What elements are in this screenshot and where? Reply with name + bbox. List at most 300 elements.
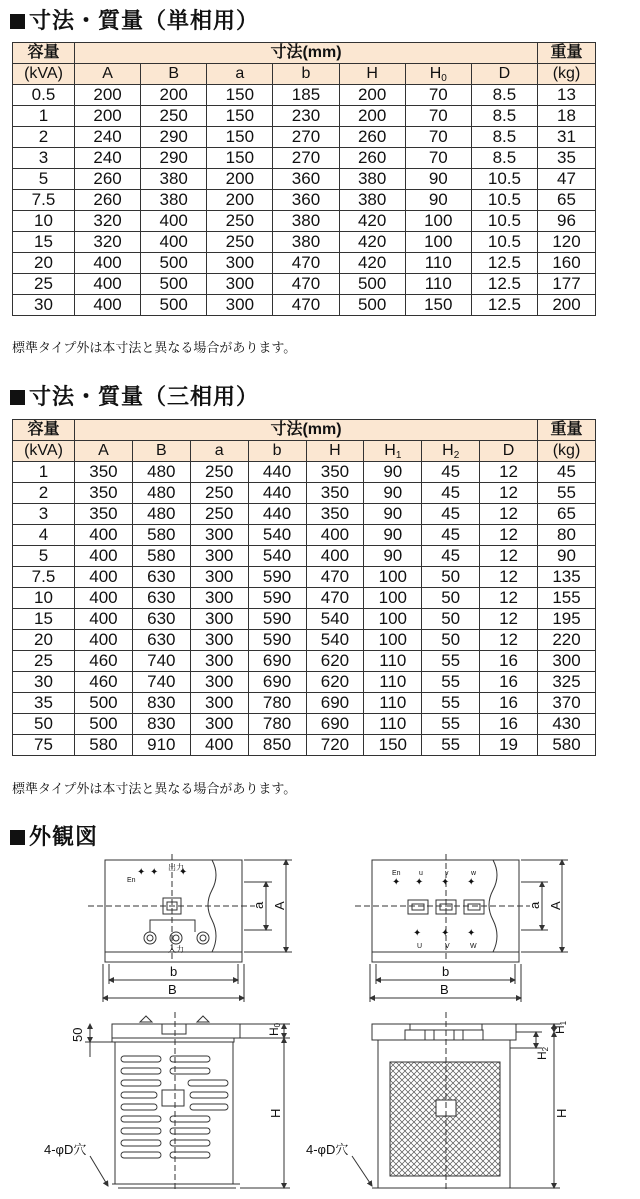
table-cell: 580 (132, 525, 190, 546)
table-cell: 300 (190, 546, 248, 567)
table-cell: 35 (538, 148, 596, 169)
weight-header: 重量 (538, 420, 596, 441)
table-cell: 440 (248, 462, 306, 483)
table-cell: 850 (248, 735, 306, 756)
table-cell: 470 (273, 253, 339, 274)
table-cell: 400 (75, 609, 133, 630)
table-cell: 380 (273, 211, 339, 232)
mesh-panel (390, 1062, 500, 1176)
top-cover (112, 1038, 234, 1042)
table-cell: 8.5 (471, 127, 537, 148)
table-cell: 380 (339, 190, 405, 211)
table-cell: 460 (75, 651, 133, 672)
table-cell: 100 (364, 630, 422, 651)
star-mark: ✦ (150, 867, 159, 878)
table-cell: 400 (190, 735, 248, 756)
table-cell: 540 (248, 525, 306, 546)
table-cell: 16 (480, 651, 538, 672)
capacity-cell: 15 (13, 232, 75, 253)
table-cell: 200 (75, 106, 141, 127)
table-cell: 100 (364, 609, 422, 630)
table-row (13, 672, 596, 693)
col-header: B (141, 64, 207, 85)
table-cell: 90 (538, 546, 596, 567)
appearance-drawings (0, 852, 640, 1197)
table-cell: 135 (538, 567, 596, 588)
col-header: $H_1$ (364, 441, 422, 462)
table-cell: 400 (75, 295, 141, 316)
table-cell: 90 (364, 546, 422, 567)
table-cell: 300 (190, 630, 248, 651)
three-phase-top-labels (392, 870, 563, 997)
hole-label: 4-φD穴 (306, 1142, 349, 1157)
table-cell: 12 (480, 546, 538, 567)
table-cell: 470 (273, 274, 339, 295)
terminal-block (408, 900, 428, 914)
three-phase-title: 寸法・質量（三相用） (10, 380, 259, 411)
w-label: w (471, 870, 477, 877)
capacity-cell: 10 (13, 211, 75, 232)
hole-label: 4-φD穴 (44, 1142, 87, 1157)
terminal-block (412, 904, 424, 910)
dim-A-label: A (548, 901, 563, 910)
single-phase-title: 寸法・質量（単相用） (10, 4, 259, 35)
table-cell: 380 (141, 190, 207, 211)
table-cell: 620 (306, 672, 364, 693)
col-header: H (339, 64, 405, 85)
three-phase-table (12, 419, 596, 756)
table-row (13, 462, 596, 483)
dim-H-label: H (268, 1108, 283, 1118)
dim-H-label: H (554, 1108, 569, 1118)
table-cell: 400 (75, 588, 133, 609)
table-cell: 250 (141, 106, 207, 127)
table-cell: 690 (306, 693, 364, 714)
table-cell: 350 (306, 483, 364, 504)
table-cell: 70 (405, 148, 471, 169)
table-cell: 350 (306, 462, 364, 483)
table-row (13, 609, 596, 630)
table-cell: 10.5 (471, 190, 537, 211)
table-cell: 200 (75, 85, 141, 106)
table-cell: 350 (306, 504, 364, 525)
table-cell: 540 (306, 630, 364, 651)
table-cell: 10.5 (471, 169, 537, 190)
table-cell: 260 (75, 190, 141, 211)
table-cell: 400 (141, 232, 207, 253)
table-cell: 19 (480, 735, 538, 756)
table-cell: 8.5 (471, 148, 537, 169)
input-terminal (144, 932, 156, 944)
table-row (13, 504, 596, 525)
table-cell: 690 (248, 651, 306, 672)
capacity-cell: 3 (13, 148, 75, 169)
table-cell: 440 (248, 483, 306, 504)
star-mark: ✦ (441, 877, 450, 888)
table-cell: 270 (273, 127, 339, 148)
table-cell: 240 (75, 148, 141, 169)
U-label: U (417, 943, 423, 950)
star-mark: ✦ (441, 928, 450, 939)
capacity-cell: 3 (13, 504, 75, 525)
three-phase-side-view (352, 1012, 560, 1192)
table-row (13, 714, 596, 735)
table-cell: 8.5 (471, 106, 537, 127)
table-row (13, 295, 596, 316)
dim-H0-label: H0 (267, 1022, 282, 1036)
table-cell: 300 (190, 714, 248, 735)
col-header: a (207, 64, 273, 85)
u-label: u (419, 870, 423, 877)
table-cell: 300 (207, 274, 273, 295)
table-cell: 45 (538, 462, 596, 483)
table-cell: 55 (422, 735, 480, 756)
terminal-block (464, 900, 484, 914)
table-cell: 630 (132, 630, 190, 651)
table-cell: 360 (273, 169, 339, 190)
table-cell: 740 (132, 651, 190, 672)
table-cell: 300 (190, 609, 248, 630)
table-cell: 45 (422, 525, 480, 546)
table-cell: 540 (248, 546, 306, 567)
table-cell: 590 (248, 588, 306, 609)
capacity-cell: 25 (13, 274, 75, 295)
capacity-cell: 2 (13, 483, 75, 504)
col-header: $H_2$ (422, 441, 480, 462)
table-cell: 590 (248, 567, 306, 588)
table-cell: 120 (538, 232, 596, 253)
terminal-cover (162, 1024, 186, 1034)
table-cell: 110 (364, 714, 422, 735)
star-mark: ✦ (413, 928, 422, 939)
table-cell: 400 (141, 211, 207, 232)
table-cell: 320 (75, 232, 141, 253)
dim-H2-label: H2 (535, 1046, 550, 1060)
table-cell: 150 (207, 85, 273, 106)
input-terminal (147, 935, 153, 941)
table-cell: 45 (422, 504, 480, 525)
table-cell: 480 (132, 504, 190, 525)
star-mark: ✦ (467, 928, 476, 939)
table-cell: 250 (190, 504, 248, 525)
table-cell: 90 (364, 504, 422, 525)
table-cell: 470 (273, 295, 339, 316)
capacity-cell: 30 (13, 672, 75, 693)
table-cell: 500 (339, 274, 405, 295)
table-cell: 90 (364, 525, 422, 546)
table-cell: 300 (207, 253, 273, 274)
capacity-header: 容量 (13, 420, 75, 441)
terminal-cover (405, 1030, 425, 1040)
en-label: En (127, 877, 136, 884)
top-cover (112, 1024, 240, 1038)
table-cell: 10.5 (471, 211, 537, 232)
table-cell: 300 (190, 567, 248, 588)
table-cell: 47 (538, 169, 596, 190)
table-cell: 100 (405, 232, 471, 253)
table-cell: 45 (422, 546, 480, 567)
dim-B-label: B (440, 982, 449, 997)
table-cell: 580 (132, 546, 190, 567)
table-cell: 400 (306, 525, 364, 546)
table-cell: 500 (141, 295, 207, 316)
table-cell: 400 (75, 274, 141, 295)
table-cell: 780 (248, 693, 306, 714)
table-cell: 200 (538, 295, 596, 316)
dim-A-label: A (272, 901, 287, 910)
table-cell: 96 (538, 211, 596, 232)
table-cell: 590 (248, 630, 306, 651)
col-header: b (273, 64, 339, 85)
table-cell: 500 (141, 274, 207, 295)
table-cell: 540 (306, 609, 364, 630)
table-cell: 720 (306, 735, 364, 756)
table-cell: 300 (190, 588, 248, 609)
table-cell: 155 (538, 588, 596, 609)
table-cell: 12 (480, 462, 538, 483)
star-mark: ✦ (415, 877, 424, 888)
input-label: 入力 (168, 945, 184, 954)
table-row (13, 148, 596, 169)
table-row (13, 232, 596, 253)
capacity-cell: 50 (13, 714, 75, 735)
table-cell: 260 (339, 148, 405, 169)
table-cell: 10.5 (471, 232, 537, 253)
table-cell: 50 (422, 630, 480, 651)
table-cell: 580 (75, 735, 133, 756)
table-cell: 370 (538, 693, 596, 714)
table-cell: 12 (480, 567, 538, 588)
table-cell: 290 (141, 127, 207, 148)
table-cell: 110 (364, 672, 422, 693)
capacity-cell: 10 (13, 588, 75, 609)
capacity-unit: (kVA) (13, 441, 75, 462)
hole-leader (90, 1156, 108, 1186)
table-cell: 360 (273, 190, 339, 211)
table-cell: 380 (273, 232, 339, 253)
table-cell: 90 (405, 169, 471, 190)
table-cell: 12 (480, 525, 538, 546)
terminal-nut (140, 1016, 152, 1022)
table-cell: 50 (422, 609, 480, 630)
table-row (13, 253, 596, 274)
col-header: a (190, 441, 248, 462)
three-phase-note: 標準タイプ外は本寸法と異なる場合があります。 (12, 782, 297, 797)
v-label: v (445, 870, 449, 877)
table-cell: 470 (306, 567, 364, 588)
table-cell: 250 (207, 232, 273, 253)
table-cell: 250 (190, 462, 248, 483)
capacity-header: 容量 (13, 43, 75, 64)
table-row (13, 630, 596, 651)
table-cell: 620 (306, 651, 364, 672)
table-cell: 500 (339, 295, 405, 316)
terminal-block (468, 904, 480, 910)
table-cell: 420 (339, 232, 405, 253)
table-cell: 12.5 (471, 274, 537, 295)
table-cell: 200 (339, 106, 405, 127)
single-phase-top-view (88, 854, 292, 1002)
dim-b-label: b (170, 964, 178, 979)
table-cell: 290 (141, 148, 207, 169)
top-cover (372, 1024, 516, 1040)
terminal-cover (434, 1030, 454, 1040)
output-label: 出力 (168, 863, 184, 872)
capacity-cell: 2 (13, 127, 75, 148)
table-cell: 12.5 (471, 295, 537, 316)
appearance-title: 外観図 (10, 820, 98, 851)
capacity-cell: 7.5 (13, 567, 75, 588)
table-cell: 480 (132, 483, 190, 504)
nameplate (162, 1090, 184, 1106)
table-cell: 110 (405, 274, 471, 295)
terminal-nut (197, 1016, 209, 1022)
table-cell: 150 (364, 735, 422, 756)
dimension-header: 寸法(mm) (75, 43, 538, 64)
table-row (13, 106, 596, 127)
table-cell: 380 (339, 169, 405, 190)
table-cell: 630 (132, 588, 190, 609)
table-cell: 630 (132, 567, 190, 588)
W-label: W (470, 943, 477, 950)
col-header: H (306, 441, 364, 462)
weight-unit: (kg) (538, 441, 596, 462)
table-cell: 500 (141, 253, 207, 274)
table-cell: 70 (405, 106, 471, 127)
table-cell: 350 (75, 483, 133, 504)
table-row (13, 274, 596, 295)
table-cell: 500 (75, 693, 133, 714)
capacity-unit: (kVA) (13, 64, 75, 85)
table-cell: 177 (538, 274, 596, 295)
table-cell: 195 (538, 609, 596, 630)
table-cell: 420 (339, 253, 405, 274)
table-cell: 90 (364, 483, 422, 504)
table-cell: 110 (364, 693, 422, 714)
table-cell: 400 (75, 525, 133, 546)
table-cell: 110 (405, 253, 471, 274)
table-cell: 110 (364, 651, 422, 672)
table-cell: 55 (422, 714, 480, 735)
table-cell: 160 (538, 253, 596, 274)
single-phase-table (12, 42, 596, 316)
table-cell: 185 (273, 85, 339, 106)
table-cell: 300 (190, 672, 248, 693)
col-header: b (248, 441, 306, 462)
col-header: A (75, 64, 141, 85)
hole-leader (352, 1156, 372, 1186)
table-cell: 500 (75, 714, 133, 735)
input-terminal (200, 935, 206, 941)
single-phase-note: 標準タイプ外は本寸法と異なる場合があります。 (12, 341, 297, 356)
table-cell: 300 (190, 693, 248, 714)
input-terminal (197, 932, 209, 944)
dim-a-label: a (527, 901, 542, 909)
table-cell: 300 (538, 651, 596, 672)
table-cell: 400 (306, 546, 364, 567)
capacity-cell: 0.5 (13, 85, 75, 106)
table-cell: 690 (248, 672, 306, 693)
table-cell: 430 (538, 714, 596, 735)
weight-header: 重量 (538, 43, 596, 64)
table-cell: 55 (422, 672, 480, 693)
table-cell: 8.5 (471, 85, 537, 106)
table-cell: 480 (132, 462, 190, 483)
dimension-header: 寸法(mm) (75, 420, 538, 441)
table-cell: 12 (480, 609, 538, 630)
table-row (13, 567, 596, 588)
table-cell: 690 (306, 714, 364, 735)
capacity-cell: 7.5 (13, 190, 75, 211)
capacity-cell: 20 (13, 630, 75, 651)
capacity-cell: 5 (13, 169, 75, 190)
table-cell: 910 (132, 735, 190, 756)
col-header: A (75, 441, 133, 462)
table-cell: 70 (405, 127, 471, 148)
table-cell: 740 (132, 672, 190, 693)
table-cell: 200 (339, 85, 405, 106)
table-cell: 90 (405, 190, 471, 211)
table-cell: 55 (538, 483, 596, 504)
table-cell: 200 (141, 85, 207, 106)
table-cell: 470 (306, 588, 364, 609)
capacity-cell: 25 (13, 651, 75, 672)
table-cell: 12.5 (471, 253, 537, 274)
table-cell: 270 (273, 148, 339, 169)
capacity-cell: 5 (13, 546, 75, 567)
table-cell: 70 (405, 85, 471, 106)
capacity-cell: 30 (13, 295, 75, 316)
table-cell: 400 (75, 546, 133, 567)
table-row (13, 211, 596, 232)
table-row (13, 483, 596, 504)
table-cell: 150 (207, 127, 273, 148)
table-cell: 18 (538, 106, 596, 127)
table-cell: 320 (75, 211, 141, 232)
dim-50-label: 50 (70, 1027, 85, 1042)
table-cell: 830 (132, 714, 190, 735)
table-cell: 150 (207, 106, 273, 127)
table-row (13, 127, 596, 148)
table-cell: 780 (248, 714, 306, 735)
table-cell: 65 (538, 190, 596, 211)
star-mark: ✦ (392, 877, 401, 888)
star-mark: ✦ (467, 877, 476, 888)
table-cell: 50 (422, 588, 480, 609)
table-row (13, 525, 596, 546)
table-cell: 590 (248, 609, 306, 630)
table-cell: 150 (207, 148, 273, 169)
table-cell: 12 (480, 483, 538, 504)
table-cell: 630 (132, 609, 190, 630)
capacity-cell: 1 (13, 462, 75, 483)
table-cell: 420 (339, 211, 405, 232)
star-mark: ✦ (137, 867, 146, 878)
side-body (115, 1042, 233, 1184)
table-cell: 580 (538, 735, 596, 756)
col-header: $H_0$ (405, 64, 471, 85)
table-cell: 100 (364, 567, 422, 588)
V-label: V (445, 943, 450, 950)
table-row (13, 169, 596, 190)
table-cell: 50 (422, 567, 480, 588)
single-phase-side-view (85, 1012, 290, 1192)
table-cell: 250 (207, 211, 273, 232)
table-cell: 80 (538, 525, 596, 546)
table-row (13, 588, 596, 609)
dim-H1-label: H1 (553, 1020, 568, 1034)
table-cell: 350 (75, 504, 133, 525)
